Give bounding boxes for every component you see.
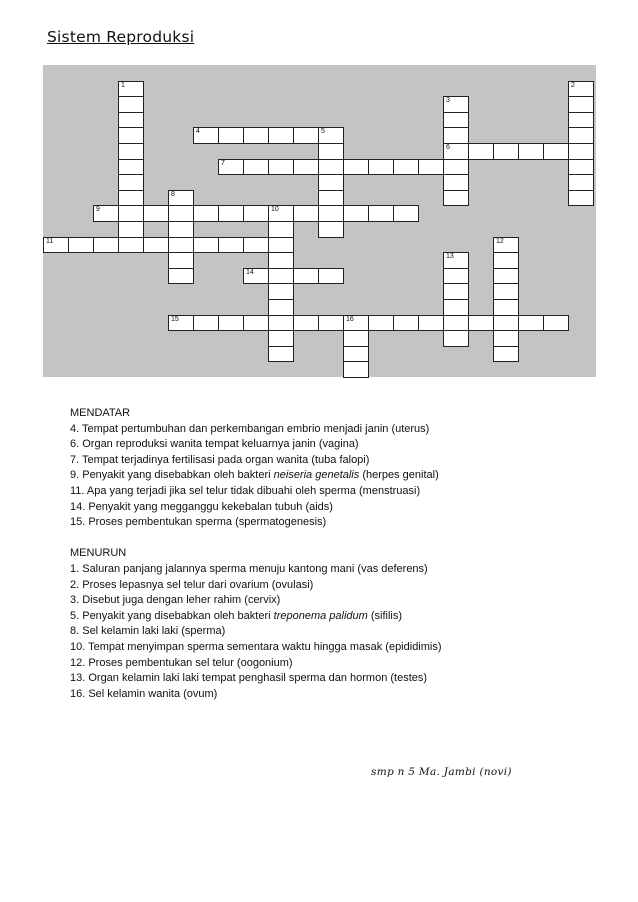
crossword-cell[interactable] [493,237,519,254]
crossword-cell[interactable] [368,315,394,332]
crossword-cell[interactable] [568,190,594,207]
crossword-cell[interactable] [568,96,594,113]
crossword-cell[interactable] [118,221,144,238]
crossword-cell[interactable] [318,159,344,176]
crossword-cell[interactable] [568,112,594,129]
crossword-cell[interactable] [268,205,294,222]
crossword-cell[interactable] [193,315,219,332]
crossword-cell[interactable] [443,159,469,176]
crossword-cell[interactable] [393,315,419,332]
clue-number: 15 [171,315,179,323]
menurun-clue: 3. Disebut juga dengan leher rahim (cervix) [70,594,281,607]
crossword-cell[interactable] [293,127,319,144]
page-title: Sistem Reproduksi [47,28,195,46]
crossword-cell[interactable] [218,237,244,254]
crossword-cell[interactable] [118,190,144,207]
mendatar-clue: 4. Tempat pertumbuhan dan perkembangan embrio menjadi janin (uterus) [70,422,430,435]
menurun-clue: 8. Sel kelamin laki laki (sperma) [70,625,226,638]
menurun-heading: MENURUN [70,547,127,560]
crossword-cell[interactable] [118,96,144,113]
crossword-cell[interactable] [93,237,119,254]
crossword-cell[interactable] [243,127,269,144]
crossword-cell[interactable] [493,315,519,332]
crossword-grid [43,65,596,377]
clue-number: 16 [346,315,354,323]
clue-number: 6 [446,144,450,151]
menurun-clue: 2. Proses lepasnya sel telur dari ovarium (ovulasi) [70,578,314,591]
crossword-cell[interactable] [243,159,269,176]
crossword-cell[interactable] [168,252,194,269]
crossword-cell[interactable] [318,268,344,285]
crossword-cell[interactable] [318,205,344,222]
crossword-cell[interactable] [268,346,294,363]
crossword-cell[interactable] [193,127,219,144]
clue-number: 14 [246,268,254,276]
crossword-cell[interactable] [118,112,144,129]
crossword-cell[interactable] [493,143,519,160]
crossword-cell[interactable] [318,190,344,207]
crossword-cell[interactable] [218,127,244,144]
crossword-cell[interactable] [368,205,394,222]
crossword-cell[interactable] [243,237,269,254]
crossword-cell[interactable] [318,174,344,191]
clues-section [70,406,590,702]
crossword-cell[interactable] [168,237,194,254]
crossword-cell[interactable] [118,237,144,254]
crossword-cell[interactable] [493,299,519,316]
crossword-cell[interactable] [243,315,269,332]
crossword-cell[interactable] [118,159,144,176]
crossword-cell[interactable] [268,283,294,300]
crossword-cell[interactable] [293,268,319,285]
crossword-cell[interactable] [193,237,219,254]
crossword-cell[interactable] [443,330,469,347]
crossword-cell[interactable] [118,127,144,144]
mendatar-clue: 11. Apa yang terjadi jika sel telur tidak dibuahi oleh sperma (menstruasi) [70,484,421,497]
crossword-cell[interactable] [268,299,294,316]
crossword-cell[interactable] [218,159,244,176]
crossword-cell[interactable] [268,330,294,347]
crossword-cell[interactable] [168,205,194,222]
crossword-cell[interactable] [118,174,144,191]
crossword-cell[interactable] [268,221,294,238]
crossword-cell[interactable] [443,127,469,144]
crossword-cell[interactable] [568,159,594,176]
crossword-cell[interactable] [93,205,119,222]
mendatar-clue: 15. Proses pembentukan sperma (spermatogenesis) [70,516,327,529]
crossword-cell[interactable] [543,143,569,160]
crossword-cell[interactable] [343,205,369,222]
mendatar-heading: MENDATAR [70,407,131,419]
crossword-cell[interactable] [293,159,319,176]
crossword-cell[interactable] [318,143,344,160]
menurun-clue: 16. Sel kelamin wanita (ovum) [70,687,218,700]
crossword-cell[interactable] [268,252,294,269]
crossword-cell[interactable] [318,315,344,332]
crossword-cell[interactable] [443,174,469,191]
crossword-cell[interactable] [243,205,269,222]
crossword-cell[interactable] [468,143,494,160]
crossword-cell[interactable] [368,159,394,176]
mendatar-clue: 6. Organ reproduksi wanita tempat keluarnya janin (vagina) [70,438,359,451]
crossword-cell[interactable] [143,205,169,222]
crossword-cell[interactable] [443,299,469,316]
crossword-cell[interactable] [418,315,444,332]
menurun-clue-list [70,562,590,702]
footer-credit: smp n 5 Ma. Jambi (novi) [371,766,512,778]
crossword-cell[interactable] [193,205,219,222]
crossword-cell[interactable] [268,237,294,254]
clue-number: 3 [446,97,450,105]
crossword-cell[interactable] [293,315,319,332]
crossword-cell[interactable] [218,205,244,222]
crossword-cell[interactable] [168,268,194,285]
clue-number: 8 [171,190,175,198]
crossword-cell[interactable] [318,221,344,238]
crossword-cell[interactable] [418,159,444,176]
crossword-cell[interactable] [343,315,369,332]
mendatar-clue-list [70,422,590,531]
crossword-cell[interactable] [443,112,469,129]
crossword-cell[interactable] [218,315,244,332]
crossword-cell[interactable] [43,237,69,254]
crossword-cell[interactable] [443,283,469,300]
menurun-clue: 10. Tempat menyimpan sperma sementara waktu hingga masak (epididimis) [70,640,442,653]
menurun-clue: 12. Proses pembentukan sel telur (oogonium) [70,656,293,669]
clue-number: 1 [121,81,125,89]
crossword-cell[interactable] [68,237,94,254]
mendatar-clue: 14. Penyakit yang megganggu kekebalan tubuh (aids) [70,500,333,513]
clue-number: 9 [96,206,100,214]
clue-number: 2 [571,81,575,89]
crossword-cell[interactable] [268,127,294,144]
crossword-cell[interactable] [268,315,294,332]
crossword-cell[interactable] [468,315,494,332]
crossword-cell[interactable] [343,346,369,363]
crossword-cell[interactable] [568,127,594,144]
clue-number: 5 [321,128,325,136]
crossword-cell[interactable] [268,159,294,176]
mendatar-clue: 7. Tempat terjadinya fertilisasi pada organ wanita (tuba falopi) [70,453,370,466]
crossword-cell[interactable] [518,315,544,332]
crossword-cell[interactable] [118,81,144,98]
menurun-clue: 5. Penyakit yang disebabkan oleh bakteri treponema palidum (sifilis) [70,609,403,622]
crossword-cell[interactable] [493,283,519,300]
crossword-cell[interactable] [443,315,469,332]
clue-number: 12 [496,237,504,245]
crossword-cell[interactable] [343,159,369,176]
crossword-cell[interactable] [443,143,469,160]
crossword-cell[interactable] [493,346,519,363]
clue-number: 13 [446,253,454,261]
crossword-cell[interactable] [443,190,469,207]
crossword-cell[interactable] [118,143,144,160]
crossword-cell[interactable] [118,205,144,222]
crossword-cell[interactable] [443,252,469,269]
crossword-cell[interactable] [243,268,269,285]
menurun-clue: 13. Organ kelamin laki laki tempat penghasil sperma dan hormon (testes) [70,672,428,685]
crossword-cell[interactable] [443,268,469,285]
crossword-cell[interactable] [168,190,194,207]
crossword-cell[interactable] [568,174,594,191]
crossword-cell[interactable] [493,330,519,347]
crossword-cell[interactable] [443,96,469,113]
crossword-cell[interactable] [393,205,419,222]
menurun-clue: 1. Saluran panjang jalannya sperma menuju kantong mani (vas deferens) [70,562,428,575]
crossword-cell[interactable] [293,205,319,222]
crossword-cell[interactable] [568,81,594,98]
crossword-cell[interactable] [493,252,519,269]
clue-number: 7 [221,159,225,167]
crossword-cell[interactable] [318,127,344,144]
clue-number: 4 [196,128,200,136]
crossword-cell[interactable] [543,315,569,332]
crossword-cell[interactable] [168,315,194,332]
crossword-cell[interactable] [343,361,369,378]
crossword-cell[interactable] [168,221,194,238]
crossword-cell[interactable] [518,143,544,160]
clue-number: 10 [271,206,279,214]
crossword-cell[interactable] [343,330,369,347]
clue-number: 11 [46,237,54,245]
crossword-cell[interactable] [143,237,169,254]
crossword-cell[interactable] [268,268,294,285]
crossword-cell[interactable] [493,268,519,285]
mendatar-clue: 9. Penyakit yang disebabkan oleh bakteri neiseria genetalis (herpes genital) [70,469,439,482]
crossword-cell[interactable] [568,143,594,160]
crossword-cell[interactable] [393,159,419,176]
